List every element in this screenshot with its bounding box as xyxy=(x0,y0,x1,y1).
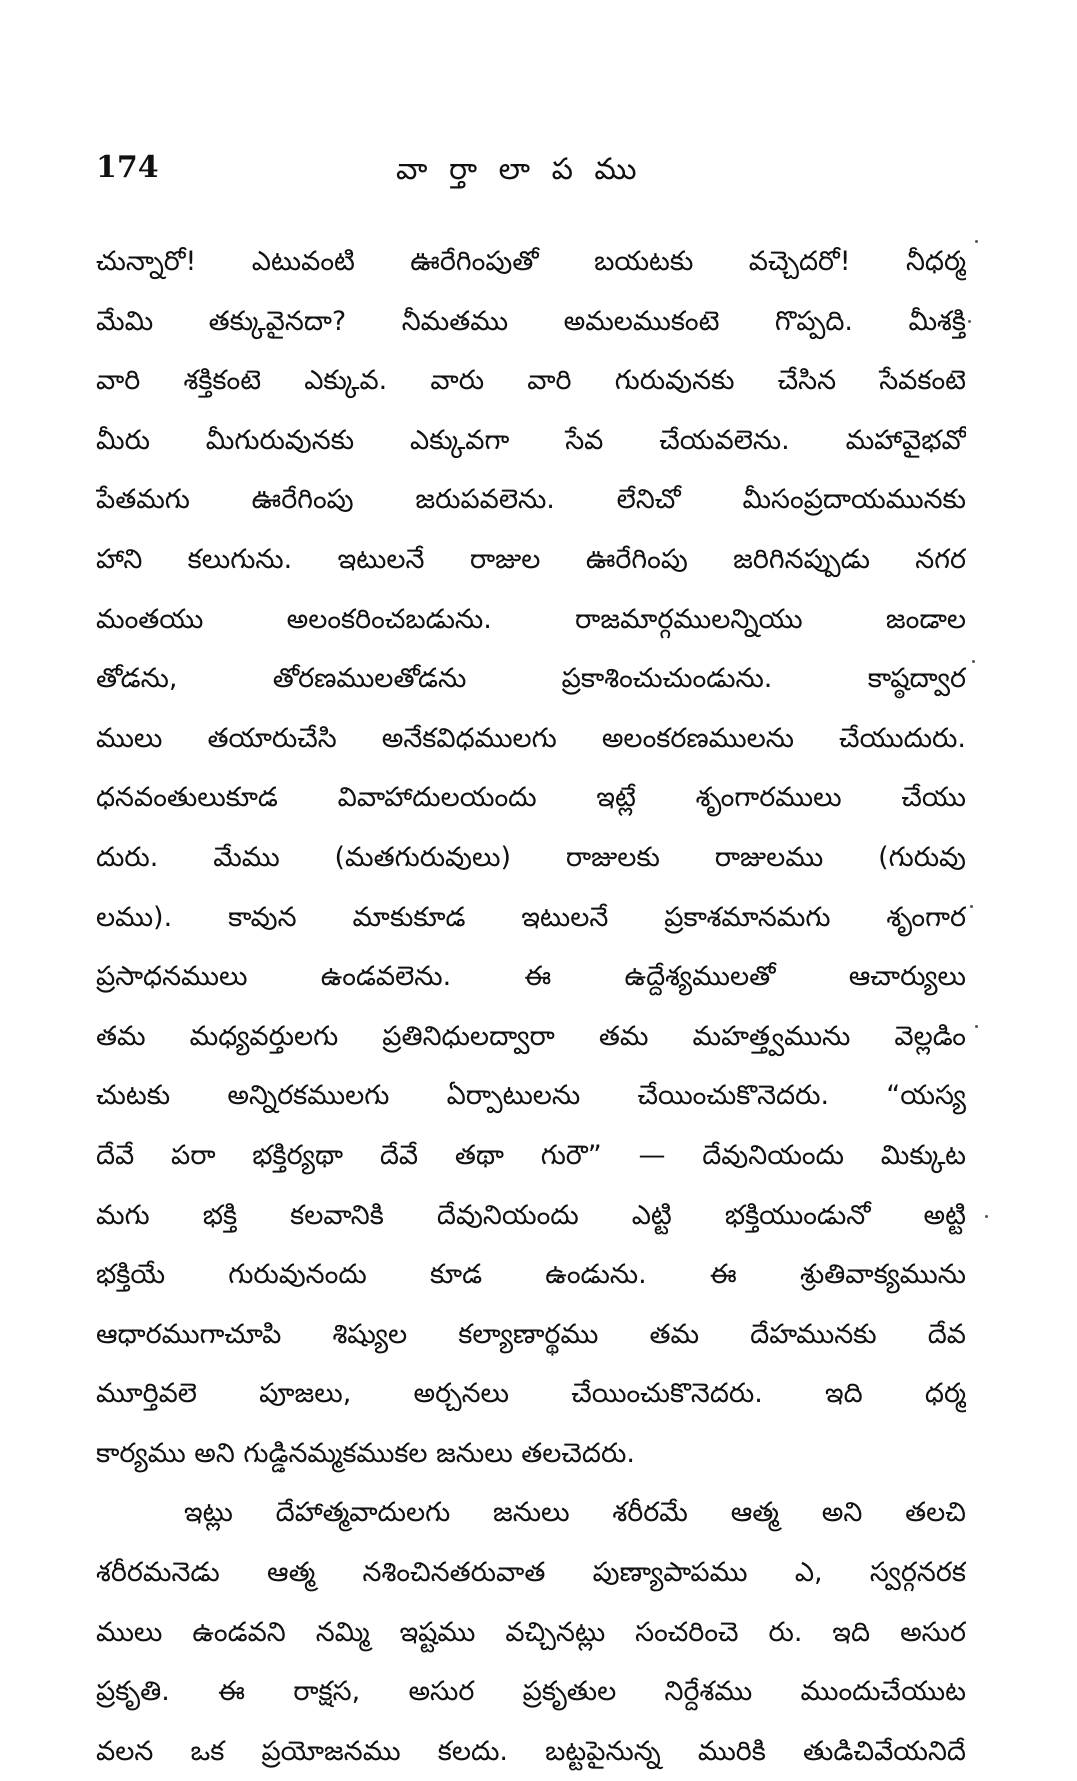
text-line: శరీరమనెడు ఆత్మ నశించినతరువాత పుణ్యాపాపము ఎ, స్వర్గనరక xyxy=(96,1557,966,1589)
text-line: మంతయు అలంకరించబడును. రాజమార్గములన్నియు జండాల xyxy=(96,603,966,635)
text-line: మేమి తక్కువైనదా? నీమతము అమలముకంటె గొప్పది. మీశక్తి xyxy=(96,305,966,337)
scan-speck xyxy=(972,660,975,663)
text-line: తోడను, తోరణములతోడను ప్రకాశించుచుండును. కాష్ఠద్వార xyxy=(96,663,966,695)
scan-speck xyxy=(975,1025,978,1028)
text-line: తమ మధ్యవర్తులగు ప్రతినిధులద్వారా తమ మహత్త్వమును వెల్లడిం xyxy=(96,1020,966,1052)
page-number: 174 xyxy=(96,150,159,185)
paragraph-first-line: ఇట్లు దేహాత్మవాదులగు జనులు శరీరమే ఆత్మ అని తలచి xyxy=(184,1497,966,1529)
text-line: చుటకు అన్నిరకములగు ఏర్పాటులను చేయించుకొనెదరు. “యస్య xyxy=(96,1080,966,1112)
running-title: వా ర్తా లా ప ము xyxy=(396,152,643,187)
text-line: మీరు మీగురువునకు ఎక్కువగా సేవ చేయవలెను. మహావైభవో xyxy=(96,424,966,456)
text-line: వలన ఒక ప్రయోజనము కలదు. బట్టపైనున్న మురికి తుడిచివేయనిదే xyxy=(96,1735,966,1767)
body-text xyxy=(96,232,966,1781)
text-line: ప్రసాధనములు ఉండవలెను. ఈ ఉద్దేశ్యములతో ఆచార్యులు xyxy=(96,961,966,993)
text-line: వారి శక్తికంటె ఎక్కువ. వారు వారి గురువునకు చేసిన సేవకంటె xyxy=(96,365,966,397)
text-line: భక్తియే గురువునందు కూడ ఉండును. ఈ శ్రుతివాక్యమును xyxy=(96,1259,966,1291)
text-line: దురు. మేము (మతగురువులు) రాజులకు రాజులము (గురువు xyxy=(96,841,966,873)
text-line: ఆధారముగాచూపి శిష్యుల కల్యాణార్థము తమ దేహమునకు దేవ xyxy=(96,1318,966,1350)
text-line: మూర్తివలె పూజలు, అర్చనలు చేయించుకొనెదరు. ఇది ధర్మ xyxy=(96,1378,966,1410)
scan-speck xyxy=(975,240,978,243)
text-line: ధనవంతులుకూడ వివాహాదులయందు ఇట్లే శృంగారములు చేయు xyxy=(96,782,966,814)
scan-speck xyxy=(970,905,973,908)
text-line: ప్రకృతి. ఈ రాక్షస, అసుర ప్రకృతుల నిర్దేశము ముందుచేయుట xyxy=(96,1676,966,1708)
text-line: దేవే పరా భక్తిర్యథా దేవే తథా గురౌ” — దేవునియందు మిక్కుట xyxy=(96,1139,966,1171)
text-line: మగు భక్తి కలవానికి దేవునియందు ఎట్టి భక్తియుండునో అట్టి xyxy=(96,1199,966,1231)
text-line: లము). కావున మాకుకూడ ఇటులనే ప్రకాశమానమగు శృంగార xyxy=(96,901,966,933)
scan-speck xyxy=(968,320,971,323)
text-line: చున్నారో! ఎటువంటి ఊరేగింపుతో బయటకు వచ్చెదరో! నీధర్మ xyxy=(96,246,966,277)
page-header xyxy=(96,150,956,200)
text-line: కార్యము అని గుడ్డినమ్మకముకల జనులు తలచెదరు. xyxy=(96,1437,635,1469)
text-line: పేతమగు ఊరేగింపు జరుపవలెను. లేనిచో మీసంప్రదాయమునకు xyxy=(96,484,966,516)
scan-speck xyxy=(985,1215,988,1218)
text-line: ములు తయారుచేసి అనేకవిధములగు అలంకరణములను చేయుదురు. xyxy=(96,722,966,754)
text-line: హాని కలుగును. ఇటులనే రాజుల ఊరేగింపు జరిగినప్పుడు నగర xyxy=(96,543,966,575)
text-line: ములు ఉండవని నమ్మి ఇష్టము వచ్చినట్లు సంచరించె రు. ఇది అసుర xyxy=(96,1616,966,1648)
